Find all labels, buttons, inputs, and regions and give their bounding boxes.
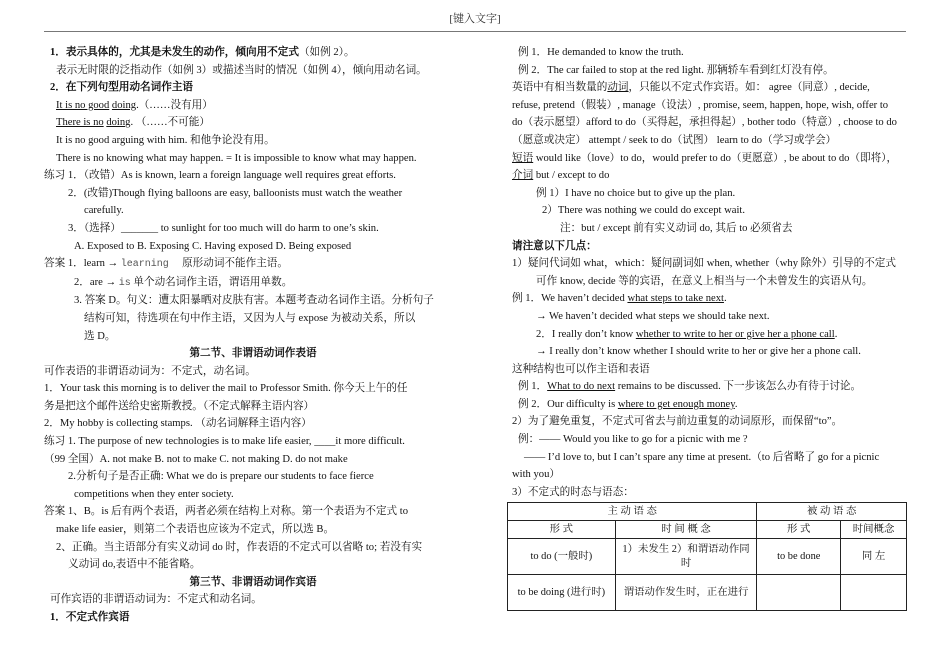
note-1-example-1: 例 1．We haven’t decided what steps to take next. bbox=[512, 293, 727, 305]
section-2-answer-1: 答案 1、B。is 后有两个表语，两者必须在结构上对称。第一个表语为不定式 to bbox=[44, 506, 409, 518]
infinitive-tense-table bbox=[507, 502, 907, 611]
section-2-example-1: 1．Your task this morning is to deliver the mail to Professor Smith. 你今天上午的任 bbox=[44, 383, 408, 395]
section-2-title: 第二节、非谓语动词作表语 bbox=[189, 348, 317, 360]
verb-list-2: refuse, pretend（假装）, manage（设法）, promise, seem, happen, hope, wish, offer to bbox=[512, 99, 889, 111]
section-2-exercise-1-options: （99 全国）A. not make B. not to make C. not making D. do not make bbox=[44, 453, 348, 465]
note-1-example-3: 例 1．What to do next remains to be discussed. 下一步该怎么办有待于讨论。 bbox=[518, 381, 862, 393]
section-2-answer-2-cont: 义动词 do,表语中不能省略。 bbox=[68, 559, 201, 571]
preposition-example-2: 2）There was nothing we could do except wait. bbox=[542, 205, 745, 217]
table-header-active: 主 动 语 态 bbox=[508, 503, 757, 521]
rule-1-text: 表示无时限的泛指动作（如例 3）或描述当时的情况（如例 4），倾向用动名词。 bbox=[56, 64, 427, 76]
table-col-form: 形 式 bbox=[508, 521, 616, 539]
pattern-2: There is no doing. （……不可能） bbox=[56, 117, 210, 129]
pattern-example-2: There is no knowing what may happen. = It is impossible to know what may happen. bbox=[56, 152, 417, 164]
table-cell: to be done bbox=[757, 539, 841, 575]
answer-2: 2．are → is 单个动名词作主语，谓语用单数。 bbox=[74, 276, 293, 289]
section-2-exercise-1: 练习 1. The purpose of new technologies is to make life easier, ____it more difficult. bbox=[44, 436, 405, 448]
rule-1: 1．表示具体的，尤其是未发生的动作，倾向用不定式（如例 2）。 bbox=[50, 47, 355, 58]
section-2-exercise-2: 2.分析句子是否正确: What we do is prepare our students to face fierce bbox=[68, 471, 374, 483]
note-2-example-reply: —— I’d love to, but I can’t spare any time at present.（to 后省略了 go for a picnic bbox=[524, 451, 880, 463]
table-cell bbox=[757, 575, 841, 611]
table-header-passive: 被 动 语 态 bbox=[757, 503, 907, 521]
exercise-2-cont: carefully. bbox=[84, 205, 124, 217]
pattern-1: It is no good doing.（……没有用） bbox=[56, 99, 213, 111]
section-3-title: 第三节、非谓语动词作宾语 bbox=[189, 576, 317, 588]
note-1-cont: 可作 know, decide 等的宾语，在意义上相当与一个未曾发生的宾语从句。 bbox=[536, 275, 873, 287]
example-2: 例 2．The car failed to stop at the red light. 那辆轿车看到红灯没有停。 bbox=[518, 64, 834, 76]
table-cell: to be doing (进行时) bbox=[508, 575, 616, 611]
table-cell: 谓语动作发生时，正在进行 bbox=[615, 575, 757, 611]
table-cell bbox=[841, 575, 907, 611]
note-1-example-1-rewrite: → We haven’t decided what steps we should take next. bbox=[536, 310, 770, 322]
table-col-passive-time: 时间概念 bbox=[841, 521, 907, 539]
table-row bbox=[508, 575, 907, 611]
rule-2-heading: 2．在下列句型用动名词作主语 bbox=[50, 82, 194, 94]
table-col-time: 时 间 概 念 bbox=[615, 521, 757, 539]
answer-3-cont2: 选 D。 bbox=[84, 330, 116, 342]
table-row bbox=[508, 539, 907, 575]
table-cell: to do (一般时) bbox=[508, 539, 616, 575]
verb-list-4: （愿意或决定） attempt / seek to do（试图） learn to do（学习或学会） bbox=[512, 134, 837, 146]
table-cell: 同 左 bbox=[841, 539, 907, 575]
note-1-example-2-rewrite: → I really don’t know whether I should write to her or give her a phone call. bbox=[536, 346, 861, 358]
notes-heading: 请注意以下几点： bbox=[512, 240, 597, 252]
note-2: 2）为了避免重复，不定式可省去与前边重复的动词原形，而保留“to”。 bbox=[512, 416, 843, 428]
pattern-example-1: It is no good arguing with him. 和他争论没有用。 bbox=[56, 134, 275, 146]
section-3-subheading: 1．不定式作宾语 bbox=[50, 612, 130, 623]
page-header: [键入文字] bbox=[449, 13, 501, 25]
note-1: 1）疑问代词如 what，which：疑问副词如 when, whether（why 除外）引导的不定式 bbox=[512, 258, 896, 270]
example-1: 例 1．He demanded to know the truth. bbox=[518, 47, 684, 58]
note-1-extension: 这种结构也可以作主语和表语 bbox=[512, 363, 650, 375]
phrase-list: 短语 would like（love）to do，would prefer to do（更愿意）, be about to do（即将）， bbox=[512, 152, 898, 164]
exercise-1: 练习 1．（改错）As is known, learn a foreign language well requires great efforts. bbox=[44, 170, 396, 182]
table-cell: 1）未发生 2）和谓语动作同时 bbox=[615, 539, 757, 575]
exercise-3-options: A. Exposed to B. Exposing C. Having exposed D. Being exposed bbox=[74, 240, 352, 252]
header-rule bbox=[44, 31, 906, 32]
section-3-intro: 可作宾语的非谓语动词为：不定式和动名词。 bbox=[50, 594, 262, 606]
table-col-passive-form: 形 式 bbox=[757, 521, 841, 539]
section-2-example-2: 2．My hobby is collecting stamps. （动名词解释主语内容） bbox=[44, 418, 312, 430]
preposition-note: 注：but / except 前有实义动词 do, 其后 to 必须省去 bbox=[560, 222, 793, 234]
verb-list-1: 英语中有相当数量的动词，只能以不定式作宾语。如： agree（同意）, decide, bbox=[512, 82, 870, 94]
section-2-intro: 可作表语的非谓语动词为：不定式，动名词。 bbox=[44, 365, 256, 377]
right-column bbox=[512, 44, 926, 501]
exercise-2: 2．(改错)Though flying balloons are easy, balloonists must watch the weather bbox=[68, 187, 403, 199]
note-3: 3）不定式的时态与语态： bbox=[512, 486, 634, 498]
answer-3: 3. 答案 D。句义：遭太阳暴晒对皮肤有害。本题考查动名词作主语。分析句子 bbox=[74, 295, 434, 307]
preposition-example-1: 例 1）I have no choice but to give up the plan. bbox=[536, 187, 736, 199]
section-2-answer-2: 2、正确。当主语部分有实义动词 do 时，作表语的不定式可以省略 to; 若没有实 bbox=[56, 541, 423, 553]
verb-list-3: do（表示愿望）afford to do（买得起，承担得起）, bother todo（特意）, choose to do bbox=[512, 117, 897, 129]
section-2-example-1-cont: 务是把这个邮件送给史密斯教授。（不定式解释主语内容） bbox=[44, 400, 315, 412]
answer-1: 答案 1．learn → learning 原形动词不能作主语。 bbox=[44, 258, 288, 271]
note-1-example-2: 2．I really don’t know whether to write to her or give her a phone call. bbox=[536, 328, 838, 340]
note-2-example: 例：—— Would you like to go for a picnic with me ? bbox=[518, 434, 748, 446]
answer-3-cont: 结构可知，待选项在句中作主语，又因为人与 expose 为被动关系，所以 bbox=[84, 312, 416, 324]
note-1-example-4: 例 2．Our difficulty is where to get enough money. bbox=[518, 398, 738, 410]
section-2-exercise-2-cont: competitions when they enter society. bbox=[74, 488, 234, 500]
exercise-3: 3．（选择）_______ to sunlight for too much will do harm to one’s skin. bbox=[68, 222, 379, 234]
section-2-answer-1-cont: make life easier，则第二个表语也应该为不定式，所以选 B。 bbox=[56, 524, 335, 536]
preposition-list: 介词 but / except to do bbox=[512, 170, 610, 182]
left-column bbox=[44, 44, 462, 627]
note-2-example-reply-cont: with you） bbox=[512, 469, 560, 481]
